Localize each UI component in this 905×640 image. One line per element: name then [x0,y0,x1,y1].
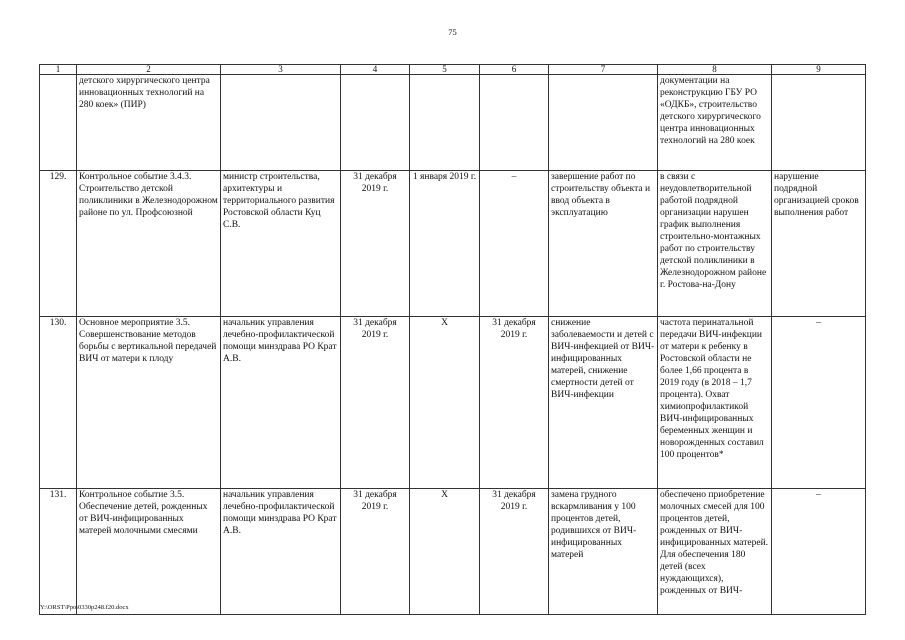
actual-result-cell: документации на реконструкцию ГБУ РО «ОДКБ», строительство детского хирургического центра инновационных технологий на 280 коек [658,75,772,171]
responsible-cell: министр строительства, архитектуры и территориального развития Ростовской области Куц С.В. [221,171,341,317]
problems-cell: – [772,489,866,615]
column-number: 7 [549,65,658,75]
start-date-cell: Х [410,489,480,615]
event-name-cell: Контрольное событие 3.5. Обеспечение детей, рожденных от ВИЧ-инфицированных матерей молочными смесями [77,489,221,615]
row-number-cell: 130. [40,317,77,489]
row-number-cell: 129. [40,171,77,317]
responsible-cell: начальник управления лечебно-профилактической помощи минздрава РО Крат А.В. [221,489,341,615]
table-row [40,171,866,317]
row-number-cell [40,75,77,171]
end-date-cell [480,75,549,171]
row-number-cell: 131. [40,489,77,615]
actual-result-cell: обеспечено приобретение молочных смесей для 100 процентов детей, рожденных от ВИЧ-инфицированных матерей. Для обеспечения 180 детей (всех нуждающихся), рожденных от ВИЧ- [658,489,772,615]
column-number: 8 [658,65,772,75]
column-number: 1 [40,65,77,75]
column-number-row [40,65,866,75]
event-name-cell: Контрольное событие 3.4.3. Строительство детской поликлиники в Железнодорожном районе по ул. Профсоюзной [77,171,221,317]
end-date-cell: – [480,171,549,317]
column-number: 3 [221,65,341,75]
plan-date-cell: 31 декабря 2019 г. [341,171,410,317]
problems-cell: нарушение подрядной организацией сроков выполнения работ [772,171,866,317]
event-name-cell: Основное мероприятие 3.5. Совершенствование методов борьбы с вертикальной передачей ВИЧ от матери к плоду [77,317,221,489]
actual-result-cell: частота перинатальной передачи ВИЧ-инфекции от матери к ребенку в Ростовской области не более 1,66 процента в 2019 году (в 2018 – 1,7 процента). Охват химиопрофилактикой ВИЧ-инфицированных беременных женщин и новорожденных составил 100 процентов* [658,317,772,489]
responsible-cell [221,75,341,171]
expected-result-cell: завершение работ по строительству объекта и ввод объекта в эксплуатацию [549,171,658,317]
column-number: 6 [480,65,549,75]
expected-result-cell [549,75,658,171]
plan-date-cell: 31 декабря 2019 г. [341,317,410,489]
footer-file-path: Y:\ORST\Ppo\0330p248.f20.docx [40,604,129,611]
column-number: 4 [341,65,410,75]
problems-cell: – [772,317,866,489]
report-table [39,64,866,615]
plan-date-cell [341,75,410,171]
plan-date-cell: 31 декабря 2019 г. [341,489,410,615]
actual-result-cell: в связи с неудовлетворительной работой подрядной организации нарушен график выполнения строительно-монтажных работ по строительству детской поликлиники в Железнодорожном районе г. Ростова-на-Дону [658,171,772,317]
end-date-cell: 31 декабря 2019 г. [480,489,549,615]
problems-cell [772,75,866,171]
page-number: 75 [448,27,457,37]
start-date-cell: 1 января 2019 г. [410,171,480,317]
table-row [40,317,866,489]
responsible-cell: начальник управления лечебно-профилактической помощи минздрава РО Крат А.В. [221,317,341,489]
column-number: 2 [77,65,221,75]
end-date-cell: 31 декабря 2019 г. [480,317,549,489]
column-number: 5 [410,65,480,75]
table-row-continuation [40,75,866,171]
column-number: 9 [772,65,866,75]
start-date-cell [410,75,480,171]
start-date-cell: Х [410,317,480,489]
event-name-cell: детского хирургического центра инновационных технологий на 280 коек» (ПИР) [77,75,221,171]
table-row [40,489,866,615]
expected-result-cell: замена грудного вскармливания у 100 процентов детей, родившихся от ВИЧ-инфицированных матерей [549,489,658,615]
expected-result-cell: снижение заболеваемости и детей с ВИЧ-инфекцией от ВИЧ-инфицированных матерей, снижение смертности детей от ВИЧ-инфекции [549,317,658,489]
